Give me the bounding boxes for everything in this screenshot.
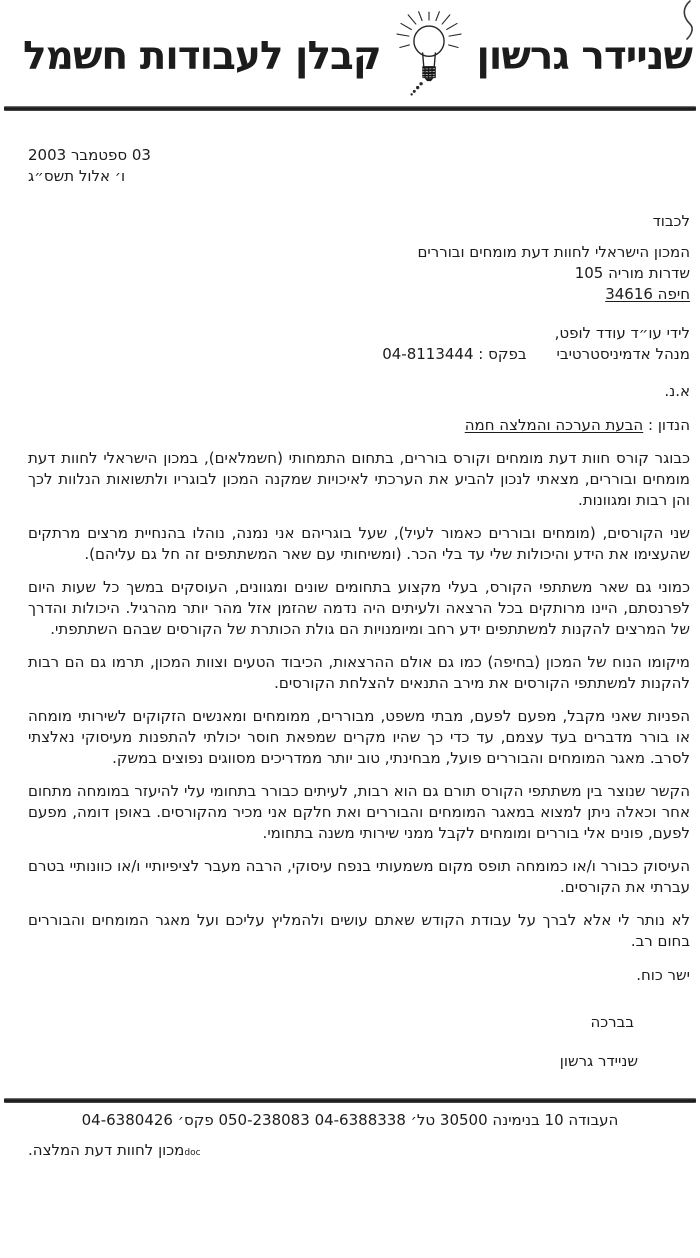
filename-line <box>0 1141 700 1159</box>
pen-scribble-artifact <box>668 0 698 42</box>
date-block <box>28 145 690 187</box>
paragraph: הקשר שנוצר בין משתתפי הקורס תורם גם הוא רבות, לעיתים כבורר בתחומי עלי להיעזר במומחה מתחום אחר וכאלה ניתן למצוא במאגר המומחים והבוררים ואת חלקם אני מכיר מהקורסים. באופן דומה, מפעם לפעם, פונים אלי בוררים ומומחים לקבל ממני שירותי משנה בתחומי. <box>28 782 690 842</box>
subject-label: הנדון : <box>643 416 690 434</box>
paragraph: כבוגר קורס חוות דעת מומחים וקורס בוררים, בתחום התמחותי (חשמלאים), במכון הישראלי לחוות דעת מומחים ובוררים, מצאתי לנכון להביע את הערכתי לאיכויות שמקנה המכון לבוגריו ולתשואות הנלוות לכך והן רבות ומגוונות. <box>28 449 690 509</box>
paragraph: כמוני גם שאר משתתפי הקורס, בעלי מקצוע בתחומים שונים ומגוונים, העוסקים במשך כל שעות היום לפרנסתם, היינו מרותקים בכל הרצאה ולעיתים היה נדמה שהזמן אזל מהר יותר מהרגיל. היכולות והדרך של המרצים להקנות למשתתפים ידע רחב ומיומנויות הם גולת הכותרת של הקורסים שבהם השתתפתי. <box>28 578 690 638</box>
subject-title: הבעת הערכה והמלצה חמה <box>464 416 644 434</box>
signature-name: שניידר גרשון <box>559 1052 638 1070</box>
role-label: מנהל אדמיניסטרטיבי <box>556 345 690 363</box>
file-name: מכון לחוות דעת המלצה. <box>28 1141 185 1159</box>
city-postal: חיפה 34616 <box>605 285 690 303</box>
paragraph: שני הקורסים, (מומחים ובוררים כאמור לעיל), שעל בוגריהם אני נמנה, נוהלו בהנחיית מרצים מרתקים שהעצימו את הידע והיכולות שלי עד בלי הכר. (ומשיחותי עם שאר המשתתפים זה חל גם עליהם). <box>28 524 690 563</box>
paragraph: לא נותר לי אלא לברך על עבודת הקודש שאתם עושים ולהמליץ עליכם ועל מאגר המומחים והבוררים בחום רב. <box>28 911 690 950</box>
fax-number: בפקס : 04-8113444 <box>382 345 527 363</box>
regards-label: בברכה <box>590 1013 634 1031</box>
org-name: המכון הישראלי לחוות דעת מומחים ובוררים <box>417 243 690 261</box>
paragraph: מיקומו הנוח של המכון (בחיפה) כמו גם אולם ההרצאות, הכיבוד הטעים וצוות המכון, תרמו גם הם רבות להקנות למשתתפי הקורסים את מירב התנאים להצלחת הקורסים. <box>28 653 690 692</box>
date-hebrew: ו׳ אלול תשס״ג <box>28 167 126 185</box>
thanks-line: ישר כוח. <box>636 966 690 984</box>
date-gregorian: 03 ספטמבר 2003 <box>28 146 151 164</box>
company-name: שניידר גרשון <box>476 33 692 79</box>
header-divider <box>4 106 696 111</box>
greeting: א.נ. <box>664 382 690 400</box>
to-label: לכבוד <box>652 212 690 230</box>
letter-body <box>0 145 700 1072</box>
lightbulb-icon <box>395 11 463 101</box>
paragraph: הפניות שאני מקבל, מפעם לפעם, מבתי משפט, מבוררים, ממומחים ומאנשים הזקוקים לשירותי מומחה או בורר מדברים בעד עצמם, עד כדי כך שהיו מקרים שמפאת חוסר יכולתי להתפנות מעיסוקי נאלצתי לסרב. מאגר המומחים והבוררים פועל, מבחינתי, טוב יותר ממדריכים מסווגים נפוצים במשק. <box>28 707 690 767</box>
attention-block <box>28 323 690 365</box>
footer-divider <box>4 1098 696 1103</box>
footer-address: העבודה 10 בנימינה 30500 טל׳ 04-6388338 050-238083 פקס׳ 04-6380426 <box>81 1111 619 1129</box>
paragraph: העיסוק כבורר ו/או כמומחה תופס מקום משמעותי בנפח עיסוקי, הרבה מעבר לציפיותיי ו/או כוונותיי בטרם עברתי את הקורסים. <box>28 857 690 896</box>
recipient-block <box>28 242 690 305</box>
street-address: שדרות מוריה 105 <box>574 264 690 282</box>
letterhead <box>0 0 700 104</box>
file-extension: doc <box>184 1148 201 1158</box>
subject-line <box>28 415 690 436</box>
company-tagline: קבלן לעבודות חשמל <box>23 33 381 79</box>
role-fax-row <box>28 344 690 365</box>
attention-line: לידי עו״ד עודד לופט, <box>554 324 690 342</box>
